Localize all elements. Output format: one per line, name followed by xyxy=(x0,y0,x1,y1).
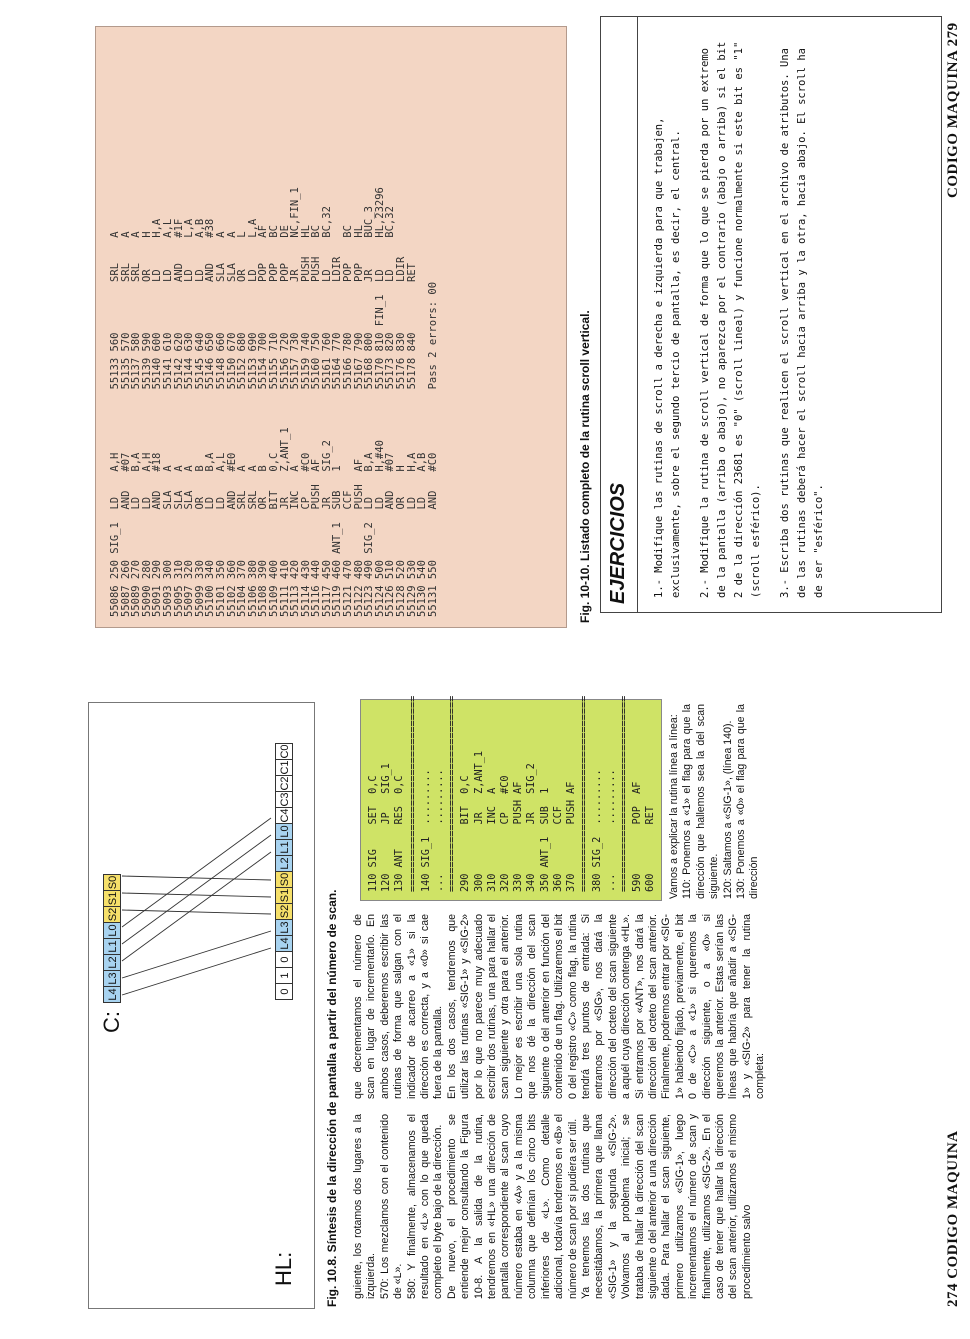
register-c-bit-cell: L1 xyxy=(103,938,121,955)
register-hl-bit-cell: S2 xyxy=(275,903,293,920)
register-hl-bit-cell: S1 xyxy=(275,887,293,904)
register-c-bit-cell: S0 xyxy=(103,874,121,891)
register-c-bit-cell: L3 xyxy=(103,970,121,987)
paragraph: Vamos a explicar la rutina línea a línea: xyxy=(668,714,680,899)
register-hl-bit-cell: C0 xyxy=(275,743,293,760)
register-c-bit-cell: L0 xyxy=(103,922,121,939)
paragraph: que decrementamos el número de scan en lugar de incrementarlo. En ambos casos, deberemos escribir las rutinas de forma que salgan con el indicador de acarreo a «1» si la dirección es correcta, y a «0» si cae fuera de la pantalla. xyxy=(352,914,445,1099)
paragraph: En los dos casos, tendremos que utilizar las rutinas «SIG-1» y «SIG-2» por lo que no parece muy adecuado escribir dos rutinas, una para hallar el scan siguiente y otra para el anterior. Lo mejor es escribir una sola rutina que nos dé la dirección del scan siguiente o del anterior en función del contenido de un flag. Utilizaremos el bit 0 del registro «C» como flag, la rutina tendrá tres puntos de entrada: Si entramos por «SIG», nos dará la dirección del octeto del scan siguiente a aquél cuya dirección contenga «HL». Si entramos por «ANT», nos dará la dirección del octeto del scan anterior. Finalmente, podremos entrar por «SIG-1» habiendo fijado, previamente, el bit 0 de «C» a «1» si queremos la dirección siguiente, o a «0» si queremos la anterior. Estas serían las líneas que habría que añadir a «SIG-1» y «SIG-2» para tener la rutina completa: xyxy=(445,914,767,1099)
paragraph: guiente, los rotamos dos lugares a la izquierda. xyxy=(352,1114,378,1299)
page-number-label: CODIGO MAQUINA 279 xyxy=(945,22,961,198)
exercises-box xyxy=(600,16,942,613)
code-box-text: 110 SIG SET 0,C 120 JP SIG_1 130 ANT RES 0,C ================================ 140 SIG_1 ......... ... ......... ================================ 290 BIT 0,C 300 JR Z,ANT_1 310 INC A 320 CP #C0 330 PUSH AF 340 JR SIG_2 350 ANT_1 SUB 1 360 CCF 370 PUSH AF ================================ 380 SIG_2 ......... ... ......... ================================ 590 POP AF 600 RET xyxy=(368,695,657,892)
code-listing-text: 55086 250 SIG_1 LD A,H 55133 560 SRL A 55087 260 AND #07 55135 570 SRL A 55089 270 LD B,A 55137 580 SRL A 55090 280 LD A,H 55139 590 OR H 55091 290 AND #18 55140 600 LD H,A 55093 300 SLA A 55141 610 LD A,L 55095 310 SLA A 55142 620 AND #1F 55097 320 SLA A 55144 630 LD L,A 55099 330 OR B 55145 640 LD A,B 55100 340 LD B,A 55146 650 AND #38 55101 350 LD A,L 55148 660 SLA A 55102 360 AND #E0 55150 670 SLA A 55104 370 SRL A 55152 680 OR L 55106 380 SRL A 55153 690 LD L,A 55108 390 OR B 55154 700 POP AF 55109 400 BIT 0,C 55155 710 POP BC 55111 410 JR Z,ANT_1 55156 720 POP DE 55113 420 INC A 55157 730 JR NC,FIN_1 55114 430 CP #C0 55159 740 PUSH HL 55116 440 PUSH AF 55160 750 PUSH BC 55117 450 JR SIG_2 55161 760 LD BC,32 55119 460 ANT_1 SUB 1 55164 770 LDIR 55121 470 CCF 55166 780 POP BC 55122 480 PUSH AF 55167 790 POP HL 55123 490 SIG_2 LD B,A 55168 800 JR BUC_3 55124 500 LD H,#40 55170 810 FIN_1 LD HL,23296 55126 510 AND #07 55173 820 LD BC,32 55128 520 OR H 55176 830 LDIR 55129 530 LD H,A 55178 840 RET 55130 540 LD A,B 55131 550 AND #C0 Pass 2 errors: 00 xyxy=(109,187,439,617)
code-box xyxy=(360,695,662,901)
paragraph: 580: Y finalmente, almacenamos el resultado en «L» con lo que queda completo el byte bajo de la dirección. xyxy=(405,1114,445,1299)
register-c-bit-cell: S2 xyxy=(103,906,121,923)
paragraph: De nuevo, el procedimiento se entiende mejor consultando la Figura 10-8. A la salida de la rutina, tendremos en «HL» una dirección de pantalla correspondiente al scan cuyo número estaba en «A» y a la misma columna que definían los cinco bits inferiores de «L». Como detalle adicional, todavía tendremos en «B» el número de scan por si pudiera ser útil. xyxy=(445,1114,579,1299)
exercises-list xyxy=(651,35,840,598)
code-listing xyxy=(95,26,567,628)
register-hl-bit-cell: 1 xyxy=(275,967,293,984)
listing-caption: Fig. 10-10. Listado completo de la rutina scroll vertical. xyxy=(578,310,592,623)
register-c-bit-cell: L4 xyxy=(103,986,121,1003)
left-page xyxy=(0,670,970,1339)
right-page xyxy=(0,0,970,668)
register-hl-label: HL: xyxy=(271,1251,296,1286)
text-column-1 xyxy=(352,1114,754,1299)
register-hl-bit-cell: L0 xyxy=(275,823,293,840)
register-hl-bit-cell: C4 xyxy=(275,807,293,824)
paragraph: 130: Ponemos a «0» el flag para que la dirección xyxy=(735,704,761,899)
exercise-item: 1.- Modifique las rutinas de scroll a derecha e izquierda para que trabajen, exclusivamente, sobre el segundo tercio de pantalla, es decir, el central. xyxy=(653,111,682,598)
exercise-item: 2.- Modifique la rutina de scroll vertical de forma que lo que se pierda por un extremo de la pantalla (arriba o abajo), no aparezca por el contrario (abajo o arriba) si el bit 2 de la dirección 23681 es "0" (scroll lineal) y funcione normalmente si este bit es "1" (scroll esférico). xyxy=(699,35,762,598)
register-c-bit-cell: S1 xyxy=(103,890,121,907)
register-hl-bit-cell: L3 xyxy=(275,919,293,936)
register-hl-bit-cell: L1 xyxy=(275,839,293,856)
register-hl-bit-cell: L2 xyxy=(275,855,293,872)
register-hl-bit-cell: C1 xyxy=(275,759,293,776)
register-c-bit-cell: L2 xyxy=(103,954,121,971)
page-number-label: 274 CODIGO MAQUINA xyxy=(945,1130,961,1307)
paragraph: 120: Saltamos a «SIG-1», (línea 140). xyxy=(721,720,734,899)
diagram-caption: Fig. 10.8. Síntesis de la dirección de pantalla a partir del número de scan. xyxy=(325,889,339,1307)
exercises-header xyxy=(601,17,638,612)
register-hl-bit-cell: 0 xyxy=(275,951,293,968)
paragraph: 570: Los mezclamos con el contenido de «L». xyxy=(378,1114,405,1299)
register-hl-cells xyxy=(275,744,293,1000)
paragraph: Ya tenemos las dos rutinas que necesitábamos, la primera que llama «SIG-1» y la segunda «SIG-2». Volvamos al problema inicial; se trataba de hallar la dirección del scan siguiente o del anterior a una dirección dada. Para hallar el scan siguiente, primero utilizamos «SIG-1», luego incrementamos el número de scan y finalmente, utilizamos «SIG-2». En el caso de tener que hallar la dirección del scan anterior, utilizamos el mismo procedimiento salvo xyxy=(579,1114,753,1299)
paragraph: 110: Ponemos a «1» el flag para que la dirección que hallemos sea la del scan siguiente. xyxy=(681,704,721,899)
scan-address-diagram xyxy=(88,702,315,1309)
text-column-2 xyxy=(352,914,768,1099)
register-c-label: C: xyxy=(99,1011,124,1033)
register-hl-bit-cell: C3 xyxy=(275,791,293,808)
exercise-item: 3.- Escriba dos rutinas que realicen el scroll vertical en el archivo de atributos. Una de las rutinas deberá hacer el scroll hacia arriba y la otra, hacia abajo. El scroll ha de ser "esférico". xyxy=(779,41,825,598)
register-hl-bit-cell: 0 xyxy=(275,983,293,1000)
register-hl-bit-cell: S0 xyxy=(275,871,293,888)
text-column-3 xyxy=(668,704,762,899)
register-hl-bit-cell: L4 xyxy=(275,935,293,952)
exercises-title: EJERCICIOS xyxy=(607,482,629,604)
register-hl-bit-cell: C2 xyxy=(275,775,293,792)
